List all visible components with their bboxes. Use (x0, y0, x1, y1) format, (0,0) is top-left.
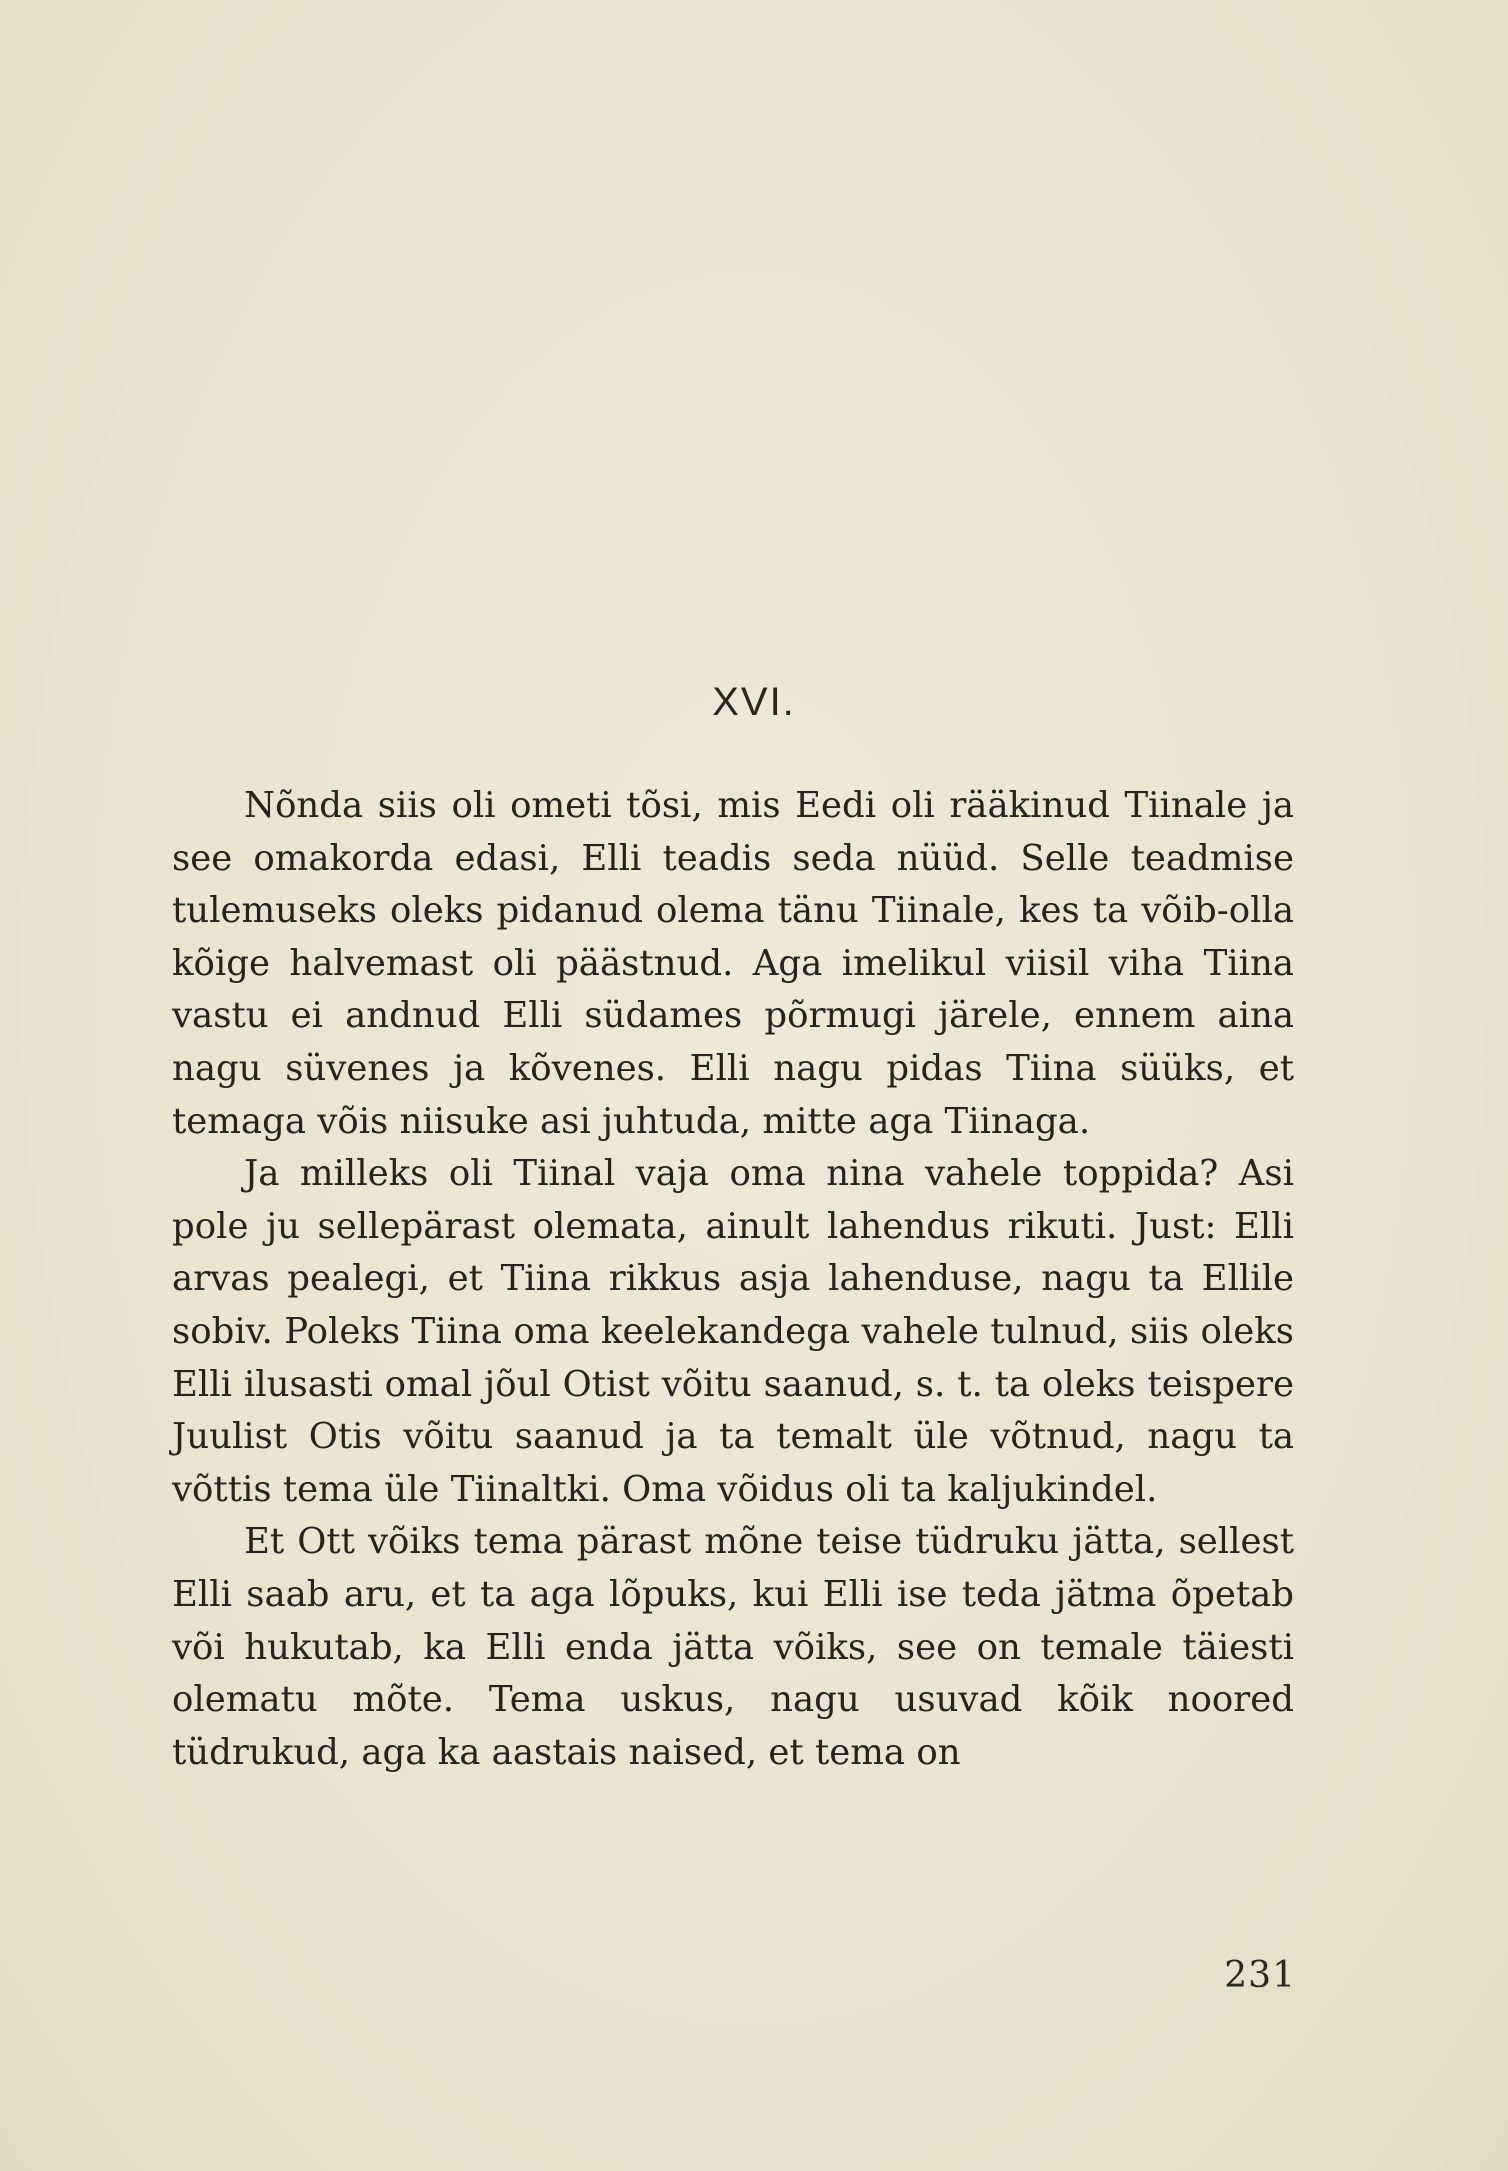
paragraph: Nõnda siis oli ometi tõsi, mis Eedi oli rääkinud Tiinale ja see omakorda edasi, Elli teadis seda nüüd. Selle teadmise tulemuseks oleks pidanud olema tänu Tiinale, kes ta võib-olla kõige halvemast oli päästnud. Aga imelikul viisil viha Tiina vastu ei andnud Elli südames põrmugi järele, ennem aina nagu süvenes ja kõvenes. Elli nagu pidas Tiina süüks, et temaga võis niisuke asi juhtuda, mitte aga Tiinaga. (172, 785, 1294, 1142)
page-number: 231 (1224, 1955, 1296, 1996)
paragraph: Et Ott võiks tema pärast mõne teise tüdruku jätta, sellest Elli saab aru, et ta aga lõpuks, kui Elli ise teda jätma õpetab või hukutab, ka Elli enda jätta võiks, see on temale täiesti olematu mõte. Tema uskus, nagu usuvad kõik noored tüdrukud, aga ka aastais naised, et tema on (172, 1521, 1294, 1773)
chapter-title: XVI. (712, 680, 796, 724)
paragraph: Ja milleks oli Tiinal vaja oma nina vahele toppida? Asi pole ju sellepärast olemata, ainult lahendus rikuti. Just: Elli arvas pealegi, et Tiina rikkus asja lahenduse, nagu ta Ellile sobiv. Poleks Tiina oma keelekandega vahele tulnud, siis oleks Elli ilusasti omal jõul Otist võitu saanud, s. t. ta oleks teispere Juulist Otis võitu saanud ja ta temalt üle võtnud, nagu ta võttis tema üle Tiinaltki. Oma võidus oli ta kaljukindel. (172, 1153, 1294, 1510)
body-text (172, 780, 1294, 1779)
